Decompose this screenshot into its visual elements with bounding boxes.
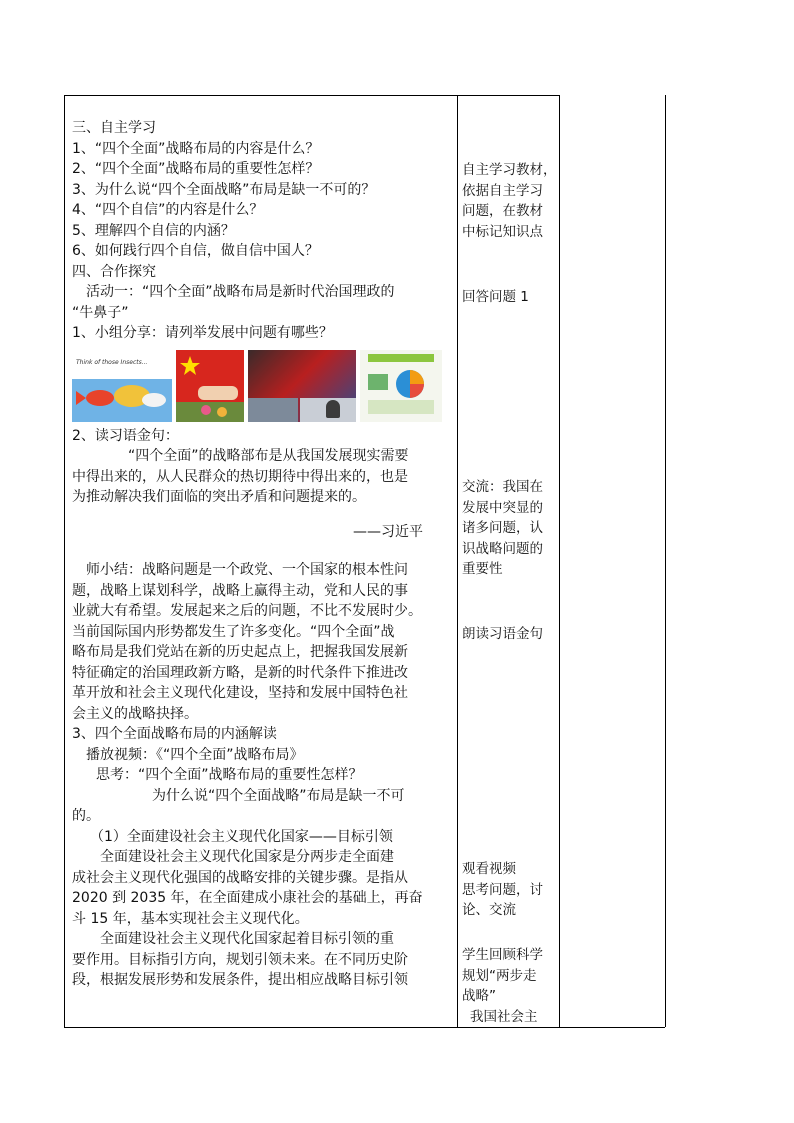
para-1-line-2: 成社会主义现代化强国的战略安排的关键步骤。是指从 [72,869,408,886]
para-2-line-2: 要作用。目标指引方向，规划引领未来。在不同历史阶 [72,951,408,968]
subsection-1-title: （1）全面建设社会主义现代化国家——目标引领 [90,828,393,845]
activity-note-f [462,945,558,1027]
fish-icon [72,350,172,422]
activity-note-c [462,477,558,580]
think-line-2: 为什么说“四个全面战略”布局是缺一不可 [152,787,405,804]
question-2: 2、“四个全面”战略布局的重要性怎样？ [72,161,320,177]
main-content-column [72,118,454,991]
note-f-line-1: 学生回顾科学 [462,947,543,963]
question-1: 1、“四个全面”战略布局的内容是什么？ [72,140,320,157]
note-f-line-4: 我国社会主 [470,1008,538,1025]
infographic-image [360,350,442,422]
quote-line-2: 中得出来的，从人民群众的热切期待中得出来的，也是 [72,468,408,485]
note-a-line-3: 问题，在教材 [462,203,543,219]
para-1-line-1: 全面建设社会主义现代化国家是分两步走全面建 [100,849,394,865]
note-c-line-1: 交流：我国在 [462,479,543,495]
problem-image-strip [72,350,454,422]
quote-line-3: 为推动解决我们面临的突出矛盾和问题提来的。 [72,489,366,505]
column-divider-1 [457,95,458,1027]
quote-author: ——习近平 [353,523,423,540]
video-line: 播放视频：《“四个全面”战略布局》 [86,746,304,763]
group-share-prompt: 1、小组分享：请列举发展中问题有哪些？ [72,325,333,341]
note-e-line-1: 观看视频 [462,861,516,877]
note-a-line-1: 自主学习教材， [462,162,557,178]
table-left-border [64,95,65,1027]
activity-1-line-2: “牛鼻子” [72,304,129,321]
activity-note-e [462,859,558,921]
note-f-line-2: 规划“两步走 [462,967,537,984]
quote-title: 2、读习语金句： [72,427,179,444]
summary-line-8: 会主义的战略抉择。 [72,705,198,722]
note-c-line-4: 识战略问题的 [462,540,543,557]
flag-handshake-image [176,350,244,422]
note-c-line-3: 诸多问题，认 [462,520,543,536]
item-3-title: 3、四个全面战略布局的内涵解读 [72,726,277,742]
para-2-line-3: 段，根据发展形势和发展条件，提出相应战略目标引领 [72,972,408,988]
section-3-title: 三、自主学习 [72,120,156,136]
pie-chart-icon [360,350,442,422]
note-c-line-2: 发展中突显的 [462,499,543,516]
note-f-line-3: 战略” [462,988,496,1004]
summary-line-6: 特征确定的治国理政新方略，是新的时代条件下推进改 [72,664,408,681]
fish-cartoon-image [72,350,172,422]
para-1-line-4: 斗 15 年，基本实现社会主义现代化。 [72,910,309,927]
question-4: 4、“四个自信”的内容是什么？ [72,202,264,218]
note-e-line-2: 思考问题，讨 [462,881,543,898]
question-6: 6、如何践行四个自信，做自信中国人？ [72,243,319,259]
note-a-line-2: 依据自主学习 [462,182,543,199]
note-a-line-4: 中标记知识点 [462,223,543,240]
question-3: 3、为什么说“四个全面战略”布局是缺一不可的？ [72,181,376,198]
para-2-line-1: 全面建设社会主义现代化国家起着目标引领的重 [100,931,394,947]
activity-note-a [462,160,558,242]
summary-line-5: 略布局是我们党站在新的历史起点上，把握我国发展新 [72,644,408,660]
question-5: 5、理解四个自信的内涵？ [72,222,235,239]
para-1-line-3: 2020 到 2035 年，在全面建成小康社会的基础上，再奋 [72,890,423,906]
activity-note-b [462,287,558,308]
think-line-3: 的。 [72,808,100,824]
think-line-1: 思考：“四个全面”战略布局的重要性怎样？ [96,767,363,783]
note-d-line-1: 朗读习语金句 [462,626,543,642]
summary-line-1: 师小结：战略问题是一个政党、一个国家的根本性问 [86,562,408,578]
quote-line-1: “四个全面”的战略部布是从我国发展现实需要 [128,448,409,464]
summary-line-4: 当前国际国内形势都发生了许多变化。“四个全面”战 [72,623,395,640]
note-e-line-3: 论、交流 [462,902,516,918]
activity-note-d [462,624,558,645]
pollution-photo-collage [248,350,356,422]
summary-line-3: 业就大有希望。发展起来之后的问题，不比不发展时少。 [72,603,422,619]
section-4-title: 四、合作探究 [72,263,156,280]
activity-1-line-1: 活动一：“四个全面”战略布局是新时代治国理政的 [86,284,395,300]
star-icon [176,350,244,422]
summary-line-7: 革开放和社会主义现代化建设，坚持和发展中国特色社 [72,685,408,701]
summary-line-2: 题，战略上谋划科学，战略上赢得主动，党和人民的事 [72,582,408,599]
column-divider-2 [559,95,560,1027]
table-top-border [64,95,559,96]
note-c-line-5: 重要性 [462,561,503,577]
image-caption: Think of those Insects... [76,358,148,366]
table-right-border [665,95,666,1027]
table-bottom-border [64,1027,665,1028]
note-b-line-1: 回答问题 1 [462,289,529,305]
